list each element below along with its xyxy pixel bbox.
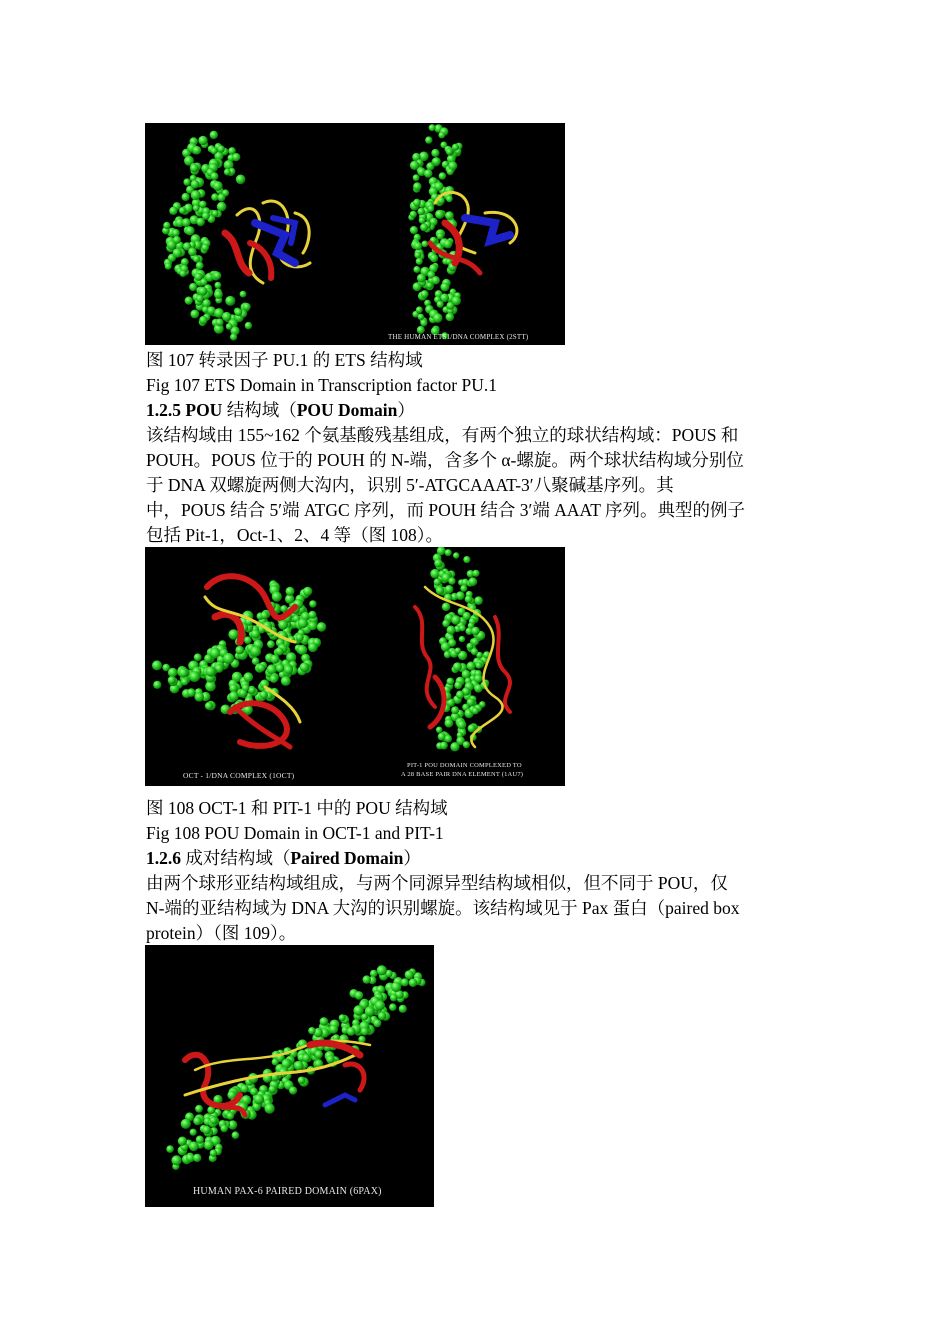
dna-atom-sphere [240, 1085, 248, 1093]
dna-atom-sphere [308, 643, 318, 653]
figure-109-image [145, 945, 434, 1207]
figure-107-caption-cn: 图 107 转录因子 PU.1 的 ETS 结构域 [146, 350, 423, 370]
dna-atom-sphere [216, 318, 224, 326]
dna-atom-sphere [189, 283, 197, 291]
dna-atom-sphere [188, 247, 197, 256]
dna-atom-sphere [447, 678, 455, 686]
dna-atom-sphere [204, 1140, 214, 1150]
dna-atom-sphere [211, 148, 218, 155]
dna-atom-sphere [329, 1025, 338, 1034]
dna-atom-sphere [370, 970, 378, 978]
dna-atom-sphere [401, 978, 409, 986]
dna-atom-sphere [172, 229, 180, 237]
dna-atom-sphere [257, 664, 265, 672]
dna-atom-sphere [261, 611, 269, 619]
dna-atom-sphere [190, 1129, 197, 1136]
dna-atom-sphere [267, 640, 275, 648]
dna-atom-sphere [405, 970, 414, 979]
dna-atom-sphere [228, 629, 238, 639]
dna-atom-sphere [210, 1149, 217, 1156]
dna-atom-sphere [377, 965, 387, 975]
section-title-cn: 结构域（ [222, 400, 297, 420]
dna-atom-sphere [373, 1019, 381, 1027]
dna-atom-sphere [445, 735, 453, 743]
figure-109-image-label: HUMAN PAX-6 PAIRED DOMAIN (6PAX) [193, 1186, 382, 1197]
dna-atom-sphere [227, 1112, 235, 1120]
dna-atom-sphere [422, 241, 429, 248]
paragraph-line: 于 DNA 双螺旋两侧大沟内，识别 5′-ATGCAAAT-3′八聚碱基序列。其 [146, 475, 674, 495]
dna-atom-sphere [298, 1077, 306, 1085]
dna-atom-sphere [214, 290, 223, 299]
pax6-paired-domain-render [145, 945, 434, 1207]
dna-atom-sphere [419, 217, 426, 224]
dna-atom-sphere [181, 1119, 191, 1129]
dna-atom-sphere [215, 282, 222, 289]
dna-atom-sphere [182, 193, 190, 201]
dna-atom-sphere [251, 629, 260, 638]
dna-atom-sphere [236, 175, 246, 185]
dna-atom-sphere [178, 1137, 187, 1146]
dna-atom-sphere [309, 600, 316, 607]
dna-atom-sphere [166, 1145, 174, 1153]
dna-atom-sphere [414, 252, 421, 259]
protein-ribbon-left [225, 201, 310, 283]
dna-atom-sphere [289, 1086, 297, 1094]
dna-atom-sphere [235, 308, 243, 316]
dna-atom-sphere [421, 290, 429, 298]
figure-108-caption-en: Fig 108 POU Domain in OCT-1 and PIT-1 [146, 823, 444, 843]
dna-atom-sphere [239, 689, 247, 697]
dna-atom-sphere [436, 586, 444, 594]
dna-atom-sphere [413, 282, 422, 291]
dna-atom-sphere [459, 625, 466, 632]
dna-atom-sphere [181, 258, 189, 266]
dna-atom-sphere [270, 655, 279, 664]
dna-atom-sphere [450, 742, 459, 751]
dna-atom-sphere [413, 266, 420, 273]
dna-atom-sphere [416, 258, 423, 265]
dna-atom-sphere [196, 1136, 204, 1144]
dna-atom-sphere [276, 664, 284, 672]
dna-atom-sphere [250, 1088, 258, 1096]
dna-atom-sphere [463, 612, 471, 620]
dna-atom-sphere [446, 302, 454, 310]
dna-atom-sphere [260, 691, 268, 699]
dna-atom-sphere [272, 1058, 279, 1065]
dna-atom-sphere [378, 1012, 386, 1020]
dna-atom-sphere [250, 646, 261, 657]
dna-atom-sphere [202, 1126, 211, 1135]
dna-atom-sphere [410, 226, 418, 234]
dna-atom-sphere [363, 975, 371, 983]
dna-atom-sphere [456, 591, 465, 600]
figure-107-caption-en: Fig 107 ETS Domain in Transcription factor PU.1 [146, 375, 497, 395]
dna-atom-sphere [326, 1055, 334, 1063]
dna-atom-sphere [474, 674, 482, 682]
dna-atom-sphere [179, 207, 186, 214]
dna-atom-sphere [440, 742, 448, 750]
dna-atom-sphere [226, 323, 233, 330]
dna-atom-sphere [230, 333, 237, 340]
dna-atom-sphere [347, 1027, 356, 1036]
dna-atom-sphere [420, 223, 428, 231]
dna-atom-sphere [462, 670, 471, 679]
dna-atom-sphere [353, 1005, 363, 1015]
figure-108-image [145, 547, 565, 786]
dna-atom-sphere [433, 313, 443, 323]
dna-atom-sphere [446, 196, 453, 203]
dna-atom-sphere [472, 707, 479, 714]
dna-atom-sphere [190, 164, 199, 173]
dna-atom-sphere [210, 1117, 218, 1125]
dna-atom-sphere [303, 587, 312, 596]
dna-atom-sphere [205, 702, 213, 710]
dna-atom-sphere [217, 193, 225, 201]
dna-atom-sphere [440, 283, 449, 292]
dna-atom-sphere [465, 595, 473, 603]
section-1-2-6-paragraph [146, 871, 806, 946]
dna-atom-sphere [453, 552, 459, 558]
dna-atom-sphere [447, 168, 454, 175]
dna-atom-sphere [417, 208, 425, 216]
dna-atom-sphere [196, 295, 204, 303]
dna-atom-sphere [193, 1154, 201, 1162]
dna-atom-sphere [223, 653, 234, 664]
dna-atom-sphere [193, 256, 200, 263]
dna-atom-sphere [431, 149, 439, 157]
dna-atom-sphere [171, 1155, 181, 1165]
section-1-2-5-heading [146, 398, 415, 423]
section-title-end: ） [403, 848, 421, 868]
dna-atom-sphere [286, 587, 295, 596]
dna-atom-sphere [224, 169, 231, 176]
dna-atom-sphere [173, 248, 183, 258]
dna-atom-sphere [217, 145, 224, 152]
dna-atom-sphere [434, 559, 442, 567]
dna-atom-sphere [339, 1014, 346, 1021]
dna-atom-sphere [275, 647, 283, 655]
dna-atom-sphere [194, 692, 204, 702]
figure-108-image-label-left: OCT - 1/DNA COMPLEX (1OCT) [183, 771, 295, 780]
dna-atom-sphere [455, 648, 461, 654]
dna-atom-sphere [182, 218, 191, 227]
dna-atom-sphere [443, 239, 452, 248]
dna-atom-sphere [199, 316, 207, 324]
ets-dna-complex-render [145, 123, 565, 345]
dna-atom-sphere [181, 678, 188, 685]
dna-atom-sphere [446, 148, 453, 155]
dna-atom-sphere [434, 578, 442, 586]
dna-atom-sphere [444, 651, 451, 658]
dna-atom-sphere [445, 719, 454, 728]
dna-atom-sphere [189, 671, 200, 682]
dna-atom-sphere [410, 161, 419, 170]
dna-atom-sphere [468, 577, 477, 586]
dna-atom-sphere [361, 1027, 369, 1035]
dna-atom-sphere [211, 172, 219, 180]
dna-atom-sphere [194, 653, 202, 661]
dna-atom-sphere [281, 676, 291, 686]
dna-atom-sphere [191, 180, 200, 189]
dna-atom-sphere [245, 322, 252, 329]
dna-atom-sphere [187, 688, 196, 697]
dna-atom-sphere [244, 636, 252, 644]
dna-atom-sphere [210, 131, 218, 139]
dna-atom-sphere [190, 310, 199, 319]
dna-atom-sphere [375, 1000, 385, 1010]
dna-atom-sphere [163, 222, 170, 229]
dna-atom-sphere [456, 691, 464, 699]
dna-atom-sphere [426, 282, 432, 288]
dna-atom-sphere [413, 182, 421, 190]
dna-atom-sphere [430, 254, 438, 262]
dna-atom-sphere [235, 646, 244, 655]
dna-atom-sphere [213, 272, 221, 280]
dna-atom-sphere [417, 274, 426, 283]
dna-atom-sphere [463, 556, 470, 563]
dna-atom-sphere [472, 570, 479, 577]
dna-atom-sphere [355, 991, 364, 1000]
dna-atom-sphere [191, 190, 201, 200]
dna-atom-sphere [467, 698, 475, 706]
dna-atom-sphere [410, 211, 417, 218]
dna-atom-sphere [202, 299, 210, 307]
dna-atom-sphere [308, 1027, 315, 1034]
dna-atom-sphere [153, 681, 161, 689]
dna-atom-sphere [272, 592, 282, 602]
dna-atom-sphere [440, 293, 449, 302]
dna-atom-sphere [471, 648, 478, 655]
dna-atom-sphere [269, 1085, 277, 1093]
dna-atom-sphere [463, 741, 470, 748]
dna-atom-sphere [183, 178, 190, 185]
dna-atom-sphere [168, 676, 176, 684]
dna-atom-sphere [196, 262, 204, 270]
dna-atom-sphere [361, 1013, 368, 1020]
dna-atom-sphere [297, 645, 307, 655]
dna-atom-sphere [267, 664, 277, 674]
dna-atom-sphere [308, 621, 317, 630]
dna-atom-sphere [428, 205, 435, 212]
dna-atom-sphere [232, 153, 240, 161]
dna-atom-sphere [202, 212, 210, 220]
dna-atom-sphere [460, 585, 467, 592]
dna-atom-sphere [420, 319, 427, 326]
paragraph-line: 中，POUS 结合 5′端 ATGC 序列，而 POUH 结合 3′端 AAAT 序列。典型的例子 [146, 500, 745, 520]
dna-atom-sphere [418, 314, 425, 321]
dna-atom-sphere [429, 124, 436, 131]
pou-dna-complex-render [145, 547, 565, 786]
section-title-end: ） [397, 400, 415, 420]
dna-atom-sphere [244, 672, 254, 682]
dna-atom-sphere [436, 727, 443, 734]
dna-atom-sphere [278, 620, 288, 630]
paragraph-line: 包括 Pit-1，Oct-1、2、4 等（图 108）。 [146, 525, 444, 545]
dna-atom-sphere [225, 296, 235, 306]
figure-107-image-label: THE HUMAN ETS1/DNA COMPLEX (2STT) [388, 333, 529, 341]
dna-atom-sphere [454, 681, 462, 689]
dna-atom-sphere [308, 611, 316, 619]
dna-atom-sphere [452, 144, 459, 151]
dna-atom-sphere [199, 201, 206, 208]
dna-atom-sphere [446, 313, 455, 322]
section-1-2-5-paragraph [146, 423, 806, 548]
dna-atom-sphere [298, 618, 308, 628]
figure-107-image [145, 123, 565, 345]
dna-atom-sphere [391, 982, 401, 992]
paragraph-line: N-端的亚结构域为 DNA 大沟的识别螺旋。该结构域见于 Pax 蛋白（paired box [146, 898, 740, 918]
dna-atom-sphere [413, 174, 420, 181]
paragraph-line: 该结构域由 155~162 个氨基酸残基组成，有两个独立的球状结构域：POUS 和 [146, 425, 739, 445]
dna-atom-sphere [399, 1005, 407, 1013]
dna-atom-sphere [389, 1003, 397, 1011]
dna-atom-sphere [229, 691, 239, 701]
dna-atom-sphere [471, 627, 480, 636]
dna-atom-sphere [173, 236, 181, 244]
dna-atom-sphere [413, 199, 421, 207]
dna-atom-sphere [445, 549, 452, 556]
dna-atom-sphere [300, 662, 310, 672]
dna-atom-sphere [194, 273, 202, 281]
dna-left-molecule [152, 580, 326, 715]
dna-atom-sphere [451, 706, 459, 714]
dna-atom-sphere [409, 978, 418, 987]
section-title-en: POU Domain [296, 400, 398, 420]
dna-atom-sphere [390, 994, 397, 1001]
dna-atom-sphere [243, 303, 251, 311]
paragraph-line: POUH。POUS 位于的 POUH 的 N-端，含多个 α-螺旋。两个球状结构域分别位 [146, 450, 744, 470]
dna-atom-sphere [459, 636, 465, 642]
dna-atom-sphere [425, 136, 432, 143]
dna-atom-sphere [442, 603, 451, 612]
dna-atom-sphere [195, 1105, 203, 1113]
dna-atom-sphere [467, 662, 476, 671]
dna-atom-sphere [457, 720, 466, 729]
section-1-2-6-heading [146, 846, 421, 871]
dna-atom-sphere [475, 662, 482, 669]
section-number: 1.2.5 POU [146, 400, 223, 420]
dna-left-molecule [162, 131, 252, 341]
dna-atom-sphere [193, 205, 200, 212]
dna-atom-sphere [217, 202, 227, 212]
dna-atom-sphere [451, 615, 460, 624]
dna-atom-sphere [437, 301, 444, 308]
dna-atom-sphere [198, 136, 207, 145]
dna-atom-sphere [254, 1094, 264, 1104]
dna-atom-sphere [317, 622, 327, 632]
dna-atom-sphere [296, 633, 304, 641]
dna-atom-sphere [445, 585, 454, 594]
dna-atom-sphere [179, 668, 189, 678]
dna-atom-sphere [185, 297, 193, 305]
figure-108-caption-cn: 图 108 OCT-1 和 PIT-1 中的 POU 结构域 [146, 798, 448, 818]
dna-atom-sphere [264, 1103, 274, 1113]
dna-atom-sphere [320, 1017, 329, 1026]
dna-atom-sphere [152, 660, 162, 670]
dna-atom-sphere [189, 1141, 199, 1151]
dna-atom-sphere [315, 1050, 323, 1058]
dna-atom-sphere [447, 626, 456, 635]
dna-atom-sphere [201, 244, 209, 252]
dna-atom-sphere [165, 263, 172, 270]
paragraph-line: protein）（图 109）。 [146, 923, 297, 943]
dna-atom-sphere [424, 169, 433, 178]
dna-atom-sphere [302, 1054, 310, 1062]
paragraph-line: 由两个球形亚结构域组成，与两个同源异型结构域相似，但不同于 POU，仅 [146, 873, 728, 893]
dna-atom-sphere [432, 276, 440, 284]
dna-atom-sphere [438, 132, 445, 139]
dna-atom-sphere [206, 666, 216, 676]
dna-atom-sphere [442, 620, 450, 628]
dna-atom-sphere [249, 687, 256, 694]
dna-atom-sphere [435, 210, 444, 219]
dna-atom-sphere [193, 146, 202, 155]
dna-atom-sphere [270, 675, 278, 683]
dna-atom-sphere [416, 306, 423, 313]
dna-atom-sphere [198, 287, 207, 296]
dna-atom-sphere [213, 181, 223, 191]
figure-108-image-label-right-1: PIT-1 POU DOMAIN COMPLEXED TO [407, 762, 522, 769]
dna-atom-sphere [448, 577, 455, 584]
dna-atom-sphere [232, 1131, 240, 1139]
dna-atom-sphere [240, 291, 247, 298]
dna-atom-sphere [180, 270, 187, 277]
dna-atom-sphere [284, 665, 293, 674]
dna-atom-sphere [193, 1117, 201, 1125]
dna-atom-sphere [439, 172, 447, 180]
dna-atom-sphere [445, 211, 454, 220]
section-title-cn: 成对结构域（ [181, 848, 291, 868]
dna-atom-sphere [453, 662, 462, 671]
figure-108-image-label-right-2: A 28 BASE PAIR DNA ELEMENT (1AU7) [401, 771, 524, 778]
section-number: 1.2.6 [146, 848, 181, 868]
dna-atom-sphere [294, 1061, 304, 1071]
dna-atom-sphere [222, 312, 231, 321]
dna-atom-sphere [185, 226, 194, 235]
section-title-en: Paired Domain [290, 848, 404, 868]
dna-atom-sphere [162, 664, 170, 672]
dna-atom-sphere [474, 596, 483, 605]
dna-atom-sphere [169, 207, 177, 215]
dna-atom-sphere [414, 242, 422, 250]
dna-atom-sphere [448, 639, 456, 647]
dna-atom-sphere [220, 1125, 228, 1133]
